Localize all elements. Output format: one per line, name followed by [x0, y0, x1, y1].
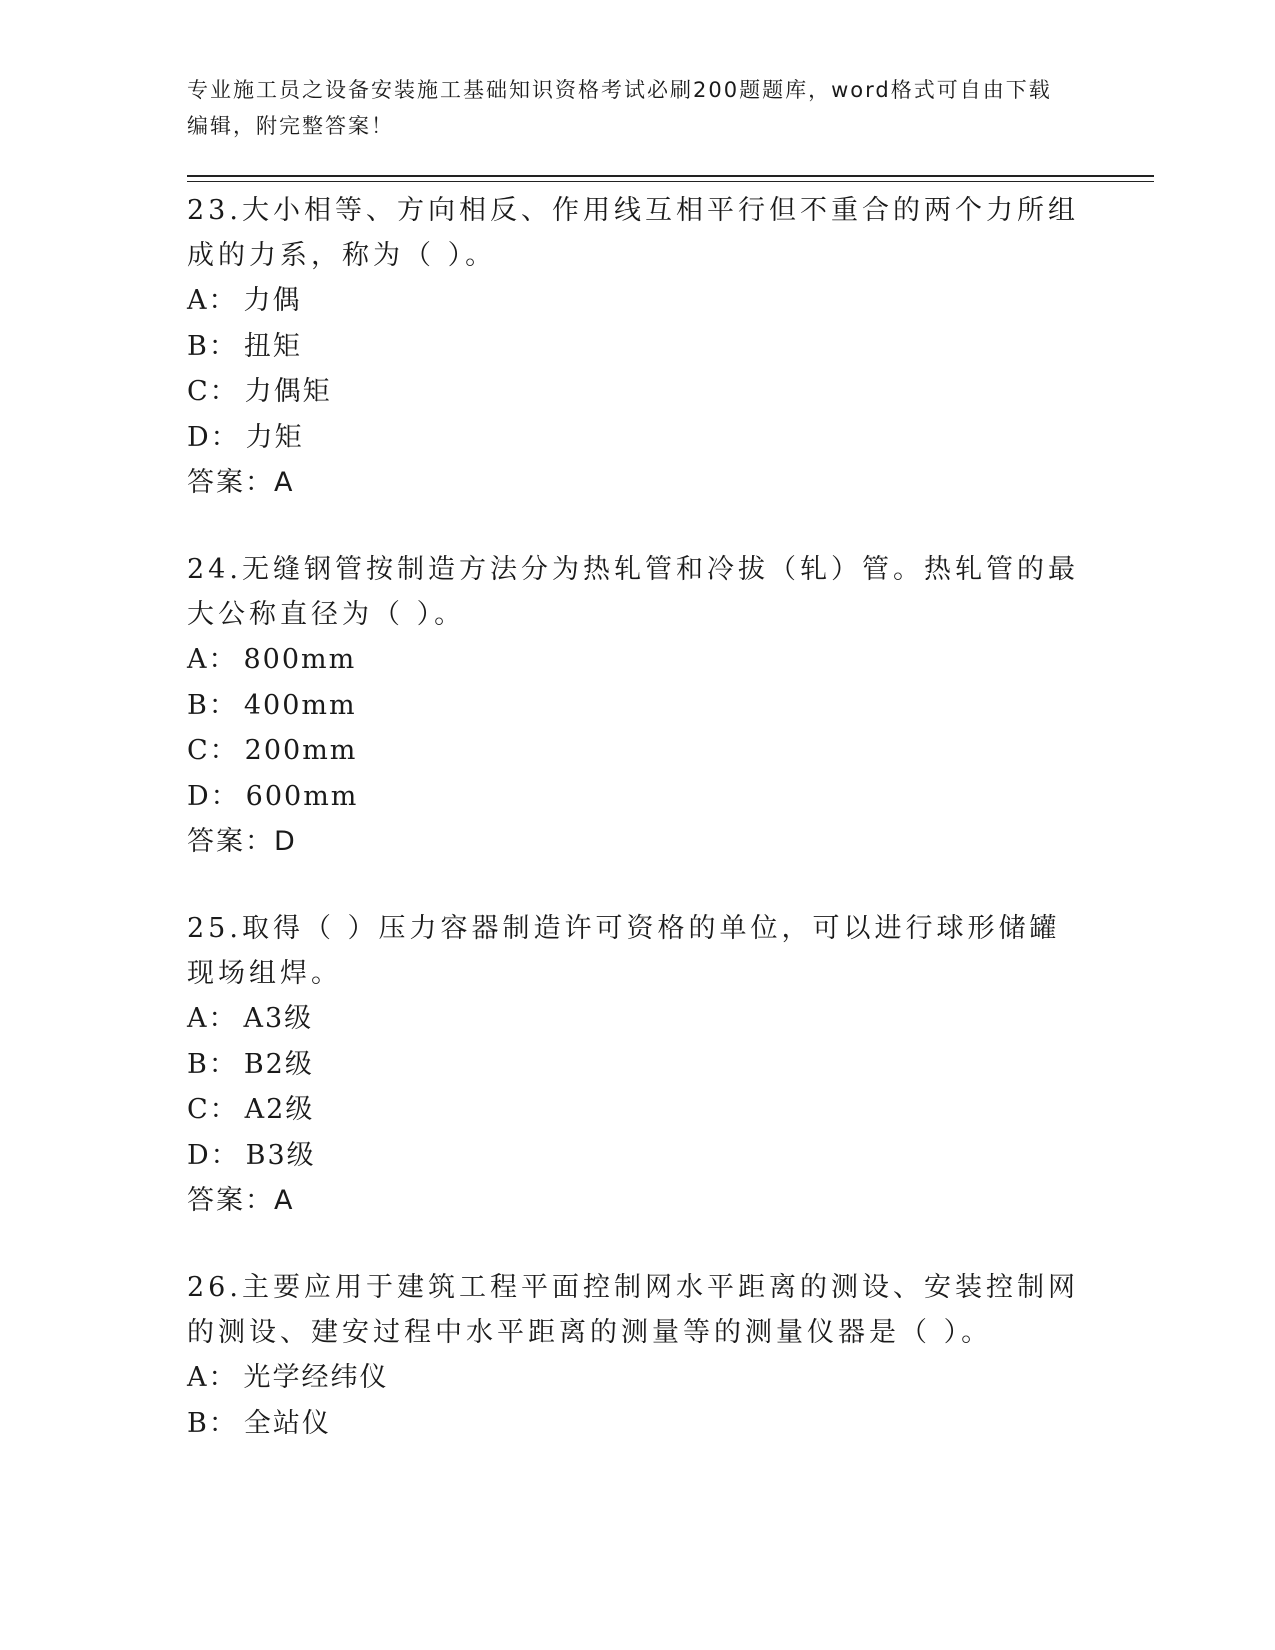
option-a [187, 637, 1087, 683]
document-header: 专业施工员之设备安装施工基础知识资格考试必刷200题题库，word格式可自由下载编辑，附完整答案！ [187, 78, 1052, 138]
option-text: 600mm [245, 780, 359, 812]
option-letter: B： [187, 330, 238, 362]
header-divider-thin [187, 181, 1154, 182]
option-d [187, 774, 1087, 820]
question-25 [187, 906, 1087, 1223]
option-letter: A： [187, 1003, 238, 1034]
option-b [187, 683, 1087, 729]
option-b [187, 324, 1087, 370]
option-letter: A： [187, 1362, 238, 1393]
question-stem: 26.主要应用于建筑工程平面控制网水平距离的测设、安装控制网的测设、建安过程中水平距离的测量等的测量仪器是（ ）。 [187, 1272, 1079, 1348]
option-text: A3级 [243, 1003, 314, 1034]
option-a [187, 996, 1087, 1042]
option-b [187, 1401, 1087, 1447]
option-d [187, 1133, 1087, 1179]
option-letter: B： [187, 689, 238, 721]
option-a [187, 278, 1087, 324]
option-a [187, 1355, 1087, 1401]
question-23 [187, 188, 1087, 505]
option-text: 400mm [243, 689, 357, 721]
option-text: 800mm [243, 644, 357, 675]
option-text: 力偶 [243, 285, 302, 316]
question-list [187, 188, 1087, 1488]
answer-line: 答案：A [187, 467, 295, 498]
option-c [187, 728, 1087, 774]
option-b [187, 1042, 1087, 1088]
option-letter: B： [187, 1407, 238, 1439]
option-text: A2级 [244, 1094, 315, 1125]
option-text: B3级 [245, 1139, 316, 1171]
option-letter: D： [187, 1139, 240, 1171]
answer-line: 答案：A [187, 1185, 295, 1216]
option-text: 200mm [244, 735, 358, 766]
option-text: B2级 [243, 1048, 314, 1080]
option-letter: A： [187, 644, 238, 675]
option-letter: D： [187, 421, 240, 453]
option-text: 力矩 [245, 421, 304, 453]
question-stem: 23.大小相等、方向相反、作用线互相平行但不重合的两个力所组成的力系，称为（ ）。 [187, 195, 1079, 271]
option-text: 扭矩 [243, 330, 302, 362]
option-c [187, 1087, 1087, 1133]
option-letter: B： [187, 1048, 238, 1080]
question-stem: 24.无缝钢管按制造方法分为热轧管和冷拔（轧）管。热轧管的最大公称直径为（ ）。 [187, 554, 1079, 630]
option-text: 全站仪 [243, 1407, 331, 1439]
option-letter: C： [187, 1094, 239, 1125]
option-letter: C： [187, 735, 239, 766]
option-text: 力偶矩 [244, 376, 332, 407]
option-text: 光学经纬仪 [243, 1362, 389, 1393]
question-26 [187, 1265, 1087, 1446]
option-c [187, 369, 1087, 415]
header-divider-thick [187, 175, 1154, 177]
option-letter: A： [187, 285, 238, 316]
question-stem: 25.取得（ ）压力容器制造许可资格的单位，可以进行球形储罐现场组焊。 [187, 913, 1061, 989]
answer-line: 答案：D [187, 826, 297, 857]
option-d [187, 415, 1087, 461]
question-24 [187, 547, 1087, 864]
option-letter: C： [187, 376, 239, 407]
option-letter: D： [187, 780, 240, 812]
